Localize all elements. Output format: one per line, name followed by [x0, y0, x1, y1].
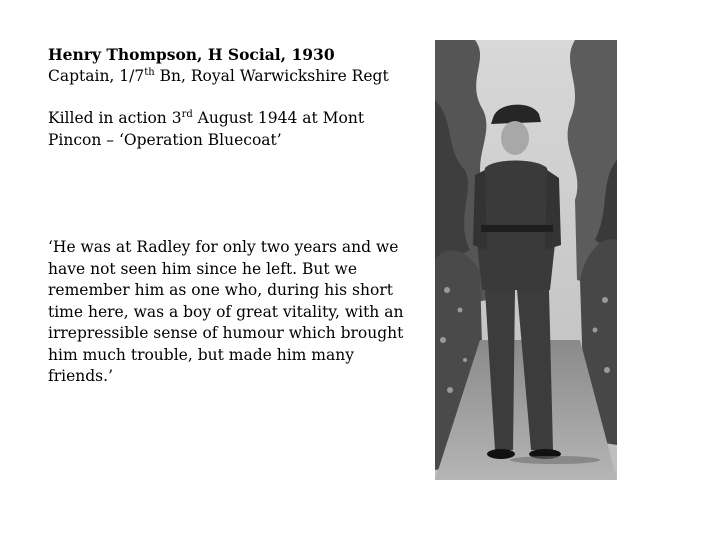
rank-text-end: Bn, Royal Warwickshire Regt: [154, 66, 389, 85]
death-text: Killed in action 3: [48, 109, 182, 127]
quote-line: have not seen him since he left. But we: [48, 259, 358, 278]
quote-line: ‘He was at Radley for only two years and we: [48, 238, 399, 256]
text-block: [48, 44, 418, 388]
rank-line: [48, 66, 418, 88]
rank-text: Captain, 1/7: [48, 66, 145, 85]
quote-line: friends.’: [48, 367, 113, 385]
death-text-end: August 1944 at Mont: [192, 109, 365, 127]
portrait-photo: [435, 40, 617, 480]
death-line-1: [48, 108, 418, 130]
name-heading: Henry Thompson, H Social, 1930: [48, 45, 335, 64]
quote-line: irrepressible sense of humour which brought: [48, 324, 404, 342]
death-line-2: Pincon – ‘Operation Bluecoat’: [48, 130, 282, 149]
death-superscript: rd: [181, 108, 193, 120]
quote-line: time here, was a boy of great vitality, with an: [48, 302, 404, 321]
quote-line: him much trouble, but made him many: [48, 345, 354, 364]
quote-line: remember him as one who, during his short: [48, 281, 393, 299]
rank-superscript: th: [144, 66, 155, 78]
